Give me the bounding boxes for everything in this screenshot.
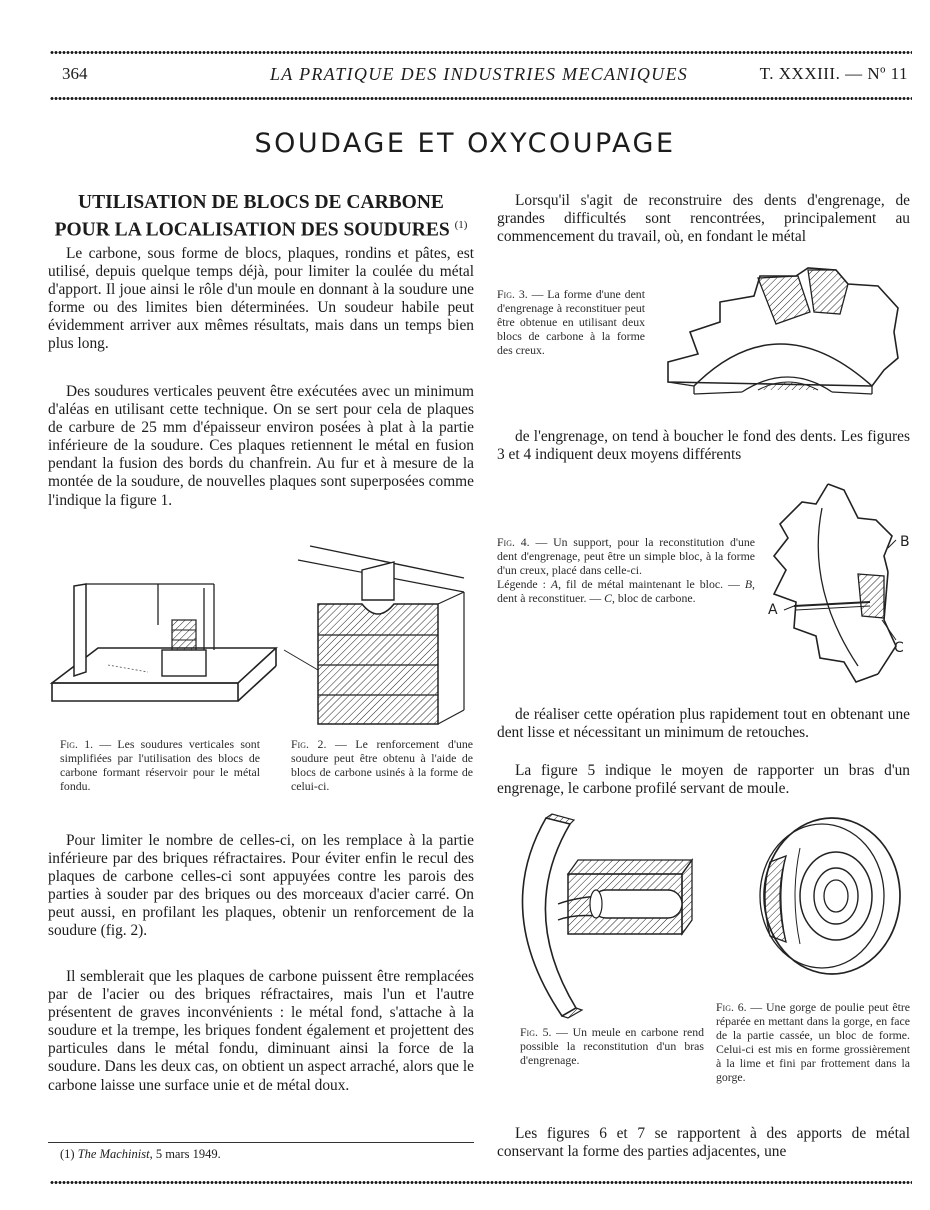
paragraph-smooth-tooth: de réaliser cette opération plus rapidement tout en obtenant une dent lisse et nécessitant un minimum de retouches. [497, 706, 910, 742]
paragraph-refractory-bricks: Pour limiter le nombre de celles-ci, on les remplace à la partie inférieure par des briques réfractaires. Pour éviter enfin le recul des plaques de carbone celles-ci sont appuyées contre les parois des parties à souder par des briques ou des morceaux d'acier carré. On peut aussi, en profilant les plaques, obtenir un renforcement de la soudure (fig. 2). [48, 832, 474, 940]
figure-6-caption [716, 1000, 910, 1084]
figure-6-label: Fig. 6. [716, 1000, 747, 1014]
figure-1-caption [60, 737, 260, 793]
figure-3-label: Fig. 3. [497, 287, 528, 301]
figure-5-label: Fig. 5. [520, 1025, 552, 1039]
running-header [62, 60, 908, 86]
article-title-line1: UTILISATION DE BLOCS DE CARBONE [78, 192, 444, 213]
paragraph-vertical-welds: Des soudures verticales peuvent être exécutées avec un minimum d'aléas en utilisant cette technique. On se sert pour cela de plaques de carbure de 25 mm d'épaisseur environ posées à plat à la partie inférieure de la soudure. Ces plaques retiennent le métal en fusion pendant la fusion des bords du chanfrein. Au fur et à mesure de la montée de la soudure, de nouvelles plaques sont superposées comme l'indique la figure 1. [48, 383, 474, 509]
figure-4-legend-b: B [744, 577, 753, 591]
figure-4-caption-text: — Un support, pour la reconstitution d'une dent d'engrenage, peut être un simple bloc, à la forme d'un creux, placé dans celle-ci. [497, 535, 756, 577]
figure-1-caption-text: — Les soudures verticales sont simplifiées par l'utilisation des blocs de carbone formant réservoir pour le métal fondu. [60, 737, 260, 793]
issue-number: T. XXXIII. — Nº 11 [759, 64, 908, 83]
figure-2-label: Fig. 2. [291, 737, 327, 751]
figure-4-mark-a: A [768, 602, 778, 618]
paragraph-gear-teeth: Lorsqu'il s'agit de reconstruire des dents d'engrenage, de grandes difficultés sont rencontrées, principalement au commencement du travail, où, en fondant le métal [497, 192, 910, 246]
figure-4-legend-c-text: , bloc de carbone. [612, 591, 696, 605]
figure-4-legend-c: C [604, 591, 612, 605]
figure-6-caption-text: — Une gorge de poulie peut être réparée en mettant dans la gorge, en face de la partie cassée, un bloc de forme. Celui-ci est mis en forme grossièrement à la lime et fini par frottement dans la gorge. [716, 1000, 911, 1084]
figure-1-vertical-weld [48, 580, 278, 730]
figure-4-mark-b: B [900, 534, 910, 550]
article-title [48, 192, 474, 242]
figure-2-caption [291, 737, 473, 793]
header-bottom-rule [50, 96, 912, 101]
figure-2-caption-text: — Le renforcement d'une soudure peut être obtenu à l'aide de blocs de carbone usinés à la forme de celui-ci. [291, 737, 473, 793]
figure-5-caption [520, 1025, 704, 1067]
paragraph-steel-comparison: Il semblerait que les plaques de carbone puissent être remplacées par de l'acier ou des briques réfractaires, mais l'un et l'autre présentent de graves inconvénients : le métal fond, s'attache à la soudure et la trempe, les briques fondent également et projettent des particules dans le métal fondu, diminuant ainsi la force de la soudure. Dans les deux cas, on obtient un aspect arraché, alors que le carbone laisse une surface unie et de métal doux. [48, 968, 474, 1094]
footnote-marker: (1) [60, 1147, 75, 1161]
title-footnote-ref: (1) [454, 219, 468, 231]
footnote-rule [48, 1142, 474, 1143]
figure-4-label: Fig. 4. [497, 535, 530, 549]
paragraph-figures-6-7: Les figures 6 et 7 se rapportent à des apports de métal conservant la forme des parties adjacentes, une [497, 1125, 910, 1161]
journal-title: LA PRATIQUE DES INDUSTRIES MECANIQUES [270, 64, 689, 84]
figure-3-caption [497, 287, 645, 357]
figure-6-pulley-groove [740, 812, 910, 992]
figure-4-legend-prefix: Légende : [497, 577, 551, 591]
figure-4-gear-support [766, 478, 916, 688]
figure-2-reinforced-weld [278, 540, 478, 740]
paragraph-gear-figures: de l'engrenage, on tend à boucher le fond des dents. Les figures 3 et 4 indiquent deux moyens différents [497, 428, 910, 464]
footer-rule [50, 1180, 912, 1185]
figure-4-caption [497, 535, 755, 605]
paragraph-figure-5: La figure 5 indique le moyen de rapporter un bras d'un engrenage, le carbone profilé servant de moule. [497, 762, 910, 798]
figure-3-gear-carbon-blocks [658, 262, 908, 422]
footnote-date: , 5 mars 1949. [149, 1147, 221, 1161]
figure-4-legend-a-text: , fil de métal maintenant le bloc. — [558, 577, 745, 591]
figure-4-mark-c: C [894, 640, 904, 656]
footnote [60, 1147, 221, 1162]
footnote-source: The Machinist [77, 1147, 150, 1161]
figure-1-label: Fig. 1. [60, 737, 94, 751]
article-title-line2: POUR LA LOCALISATION DES SOUDURES [54, 219, 450, 241]
figure-5-caption-text: — Un meule en carbone rend possible la reconstitution d'un bras d'engrenage. [520, 1025, 704, 1067]
paragraph-intro: Le carbone, sous forme de blocs, plaques, rondins et pâtes, est utilisé, depuis quelque temps déjà, pour limiter la coulée du métal d'apport. Il joue ainsi le rôle d'un moule en donnant à la soudure une forme ou des limites bien déterminées. Un soudeur habile peut évidemment arriver aux mêmes résultats, mais dans un temps bien plus long. [48, 245, 474, 353]
header-top-rule [50, 50, 912, 55]
page-number: 364 [62, 64, 88, 83]
figure-5-carbon-mold-arm [512, 812, 702, 1022]
figure-4-legend-b-text: , dent à reconstituer. — [497, 577, 755, 605]
section-title: SOUDAGE ET OXYCOUPAGE [254, 128, 676, 159]
figure-3-caption-text: — La forme d'une dent d'engrenage à reconstituer peut être obtenue en utilisant deux blocs de carbone à la forme des creux. [497, 287, 645, 357]
figure-4-legend-a: A [550, 577, 559, 591]
